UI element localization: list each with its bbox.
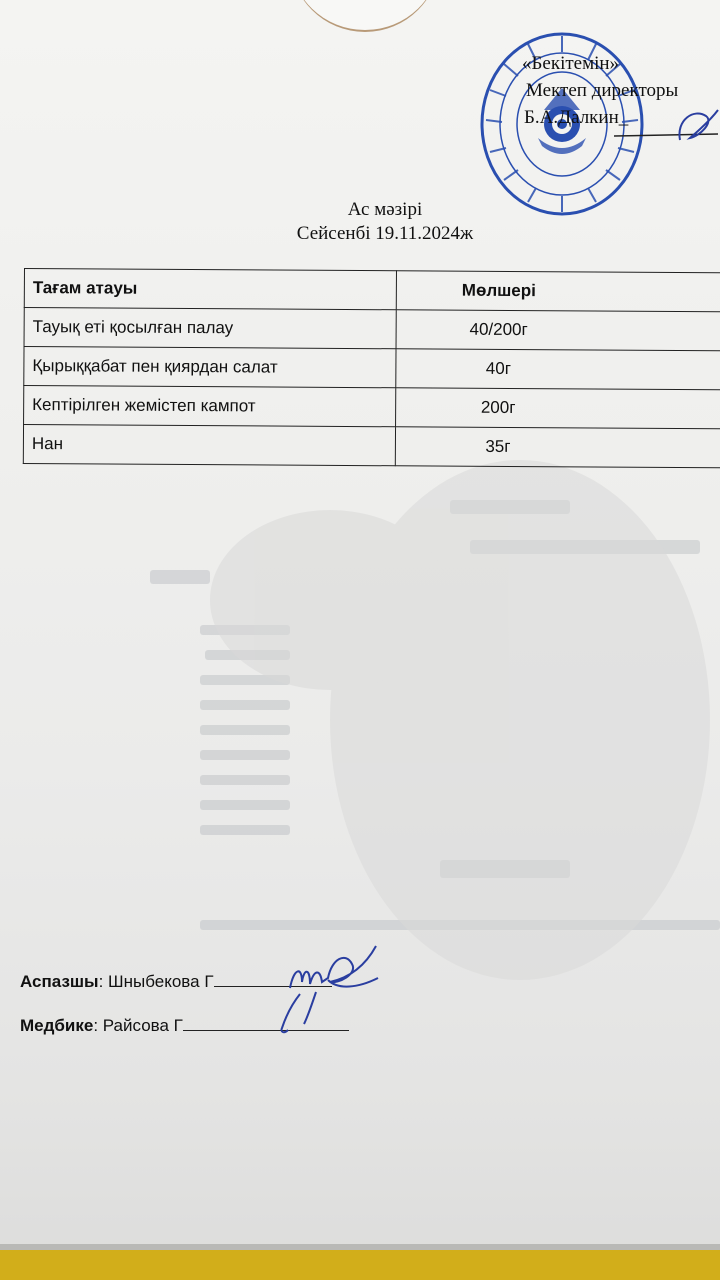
menu-date: Сейсенбі 19.11.2024ж [296,223,474,244]
table-row [24,308,720,351]
dish-amount-cell: 40/200г [396,310,720,351]
nurse-signature [270,990,330,1035]
table-row [23,425,720,468]
menu-title-block [0,198,720,246]
plate-rim-decoration [290,0,440,32]
cook-name: : Шныбекова Г [98,972,214,991]
dish-name-cell: Қырыққабат пен қиярдан салат [24,347,396,388]
header-dish-name: Тағам атауы [24,269,396,310]
menu-table [23,268,720,468]
dish-name-cell: Кептірілген жемістеп кампот [24,386,396,427]
approval-director-name: Б.А.Далкин_ [524,107,629,128]
table-row [24,347,720,390]
nurse-role: Медбике [20,1016,94,1035]
nurse-name: : Райсова Г [93,1016,183,1035]
approval-heading: «Бекітемін» [522,53,620,74]
dish-amount-cell: 35г [395,427,720,468]
dish-name-cell: Тауық еті қосылған палау [24,308,396,349]
header-amount: Мөлшері [396,271,720,312]
cook-role: Аспазшы [20,972,99,991]
dish-amount-cell: 40г [396,349,720,390]
menu-title: Ас мәзірі [347,199,423,220]
director-signature [610,100,720,150]
dish-amount-cell: 200г [396,388,720,429]
dish-name-cell: Нан [23,425,395,466]
table-row [24,386,720,429]
approval-position: Мектеп директоры [526,80,679,101]
yellow-frame-edge [0,1250,720,1280]
table-header-row [24,269,720,312]
